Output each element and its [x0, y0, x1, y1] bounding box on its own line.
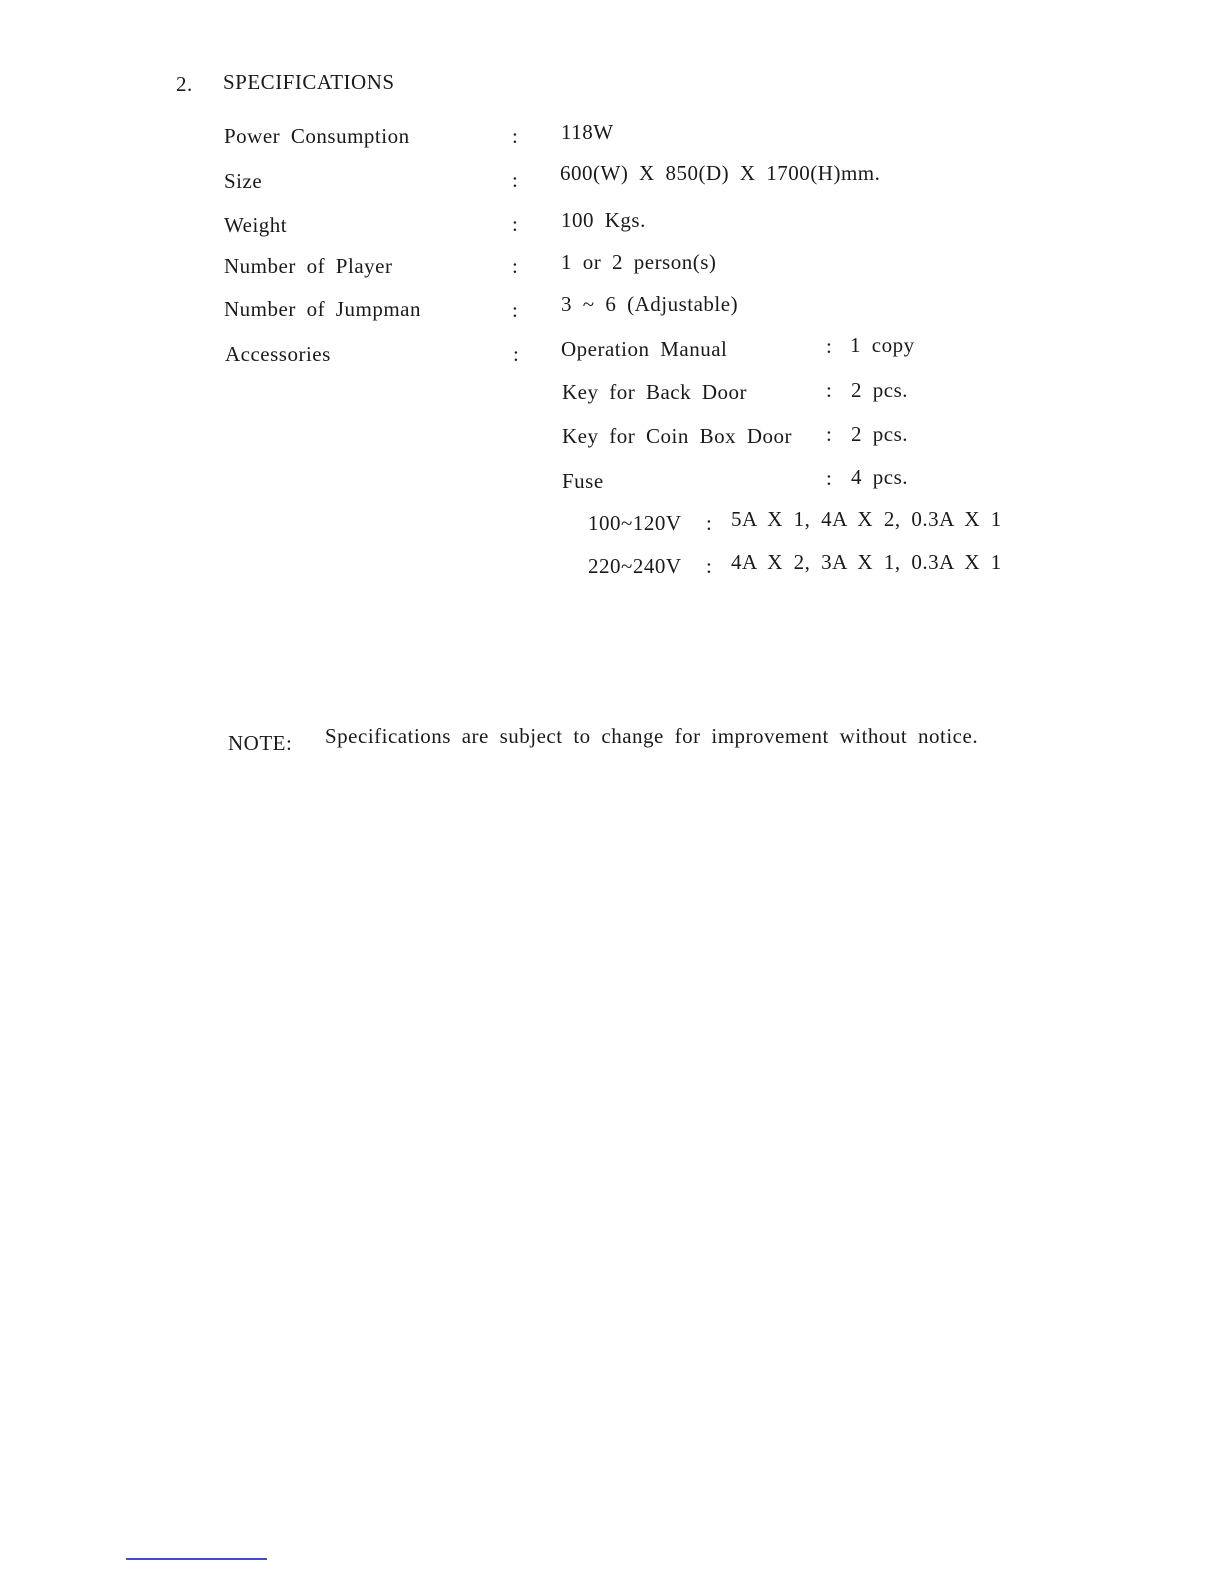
- spec-value: 100 Kgs.: [561, 208, 646, 232]
- spec-value: 3 ~ 6 (Adjustable): [561, 292, 739, 316]
- fuse-spec: 5A X 1, 4A X 2, 0.3A X 1: [731, 507, 1002, 531]
- accessory-item: Key for Back Door: [562, 380, 748, 404]
- accessory-qty: 1 copy: [850, 333, 915, 357]
- section-title: SPECIFICATIONS: [223, 70, 395, 94]
- section-number: 2.: [176, 72, 193, 96]
- accessory-item: Operation Manual: [561, 337, 728, 361]
- accessory-separator: :: [826, 466, 833, 490]
- note-label: NOTE:: [228, 731, 293, 755]
- accessory-item: Fuse: [562, 469, 604, 493]
- spec-label: Number of Player: [224, 254, 393, 278]
- fuse-voltage: 100~120V: [588, 511, 682, 535]
- accessory-qty: 2 pcs.: [851, 378, 908, 402]
- accessory-qty: 2 pcs.: [851, 422, 908, 446]
- accessory-item: Key for Coin Box Door: [562, 424, 792, 448]
- spec-label: Size: [224, 169, 263, 193]
- fuse-spec: 4A X 2, 3A X 1, 0.3A X 1: [731, 550, 1002, 574]
- spec-separator: :: [512, 298, 519, 322]
- page-edge-line: [126, 1558, 267, 1560]
- accessory-separator: :: [826, 422, 833, 446]
- spec-label: Number of Jumpman: [224, 297, 421, 321]
- spec-value: 600(W) X 850(D) X 1700(H)mm.: [560, 161, 881, 185]
- spec-label: Weight: [224, 213, 288, 237]
- spec-label: Accessories: [225, 342, 331, 366]
- spec-separator: :: [513, 342, 520, 366]
- fuse-voltage: 220~240V: [588, 554, 682, 578]
- note-text: Specifications are subject to change for improvement without notice.: [325, 724, 979, 748]
- accessory-qty: 4 pcs.: [851, 465, 908, 489]
- spec-separator: :: [512, 124, 519, 148]
- fuse-separator: :: [706, 554, 713, 578]
- spec-separator: :: [512, 168, 519, 192]
- spec-label: Power Consumption: [224, 124, 410, 148]
- accessory-separator: :: [826, 378, 833, 402]
- spec-separator: :: [512, 254, 519, 278]
- spec-separator: :: [512, 212, 519, 236]
- fuse-separator: :: [706, 511, 713, 535]
- spec-value: 1 or 2 person(s): [561, 250, 717, 274]
- accessory-separator: :: [826, 334, 833, 358]
- spec-value: 118W: [561, 120, 614, 144]
